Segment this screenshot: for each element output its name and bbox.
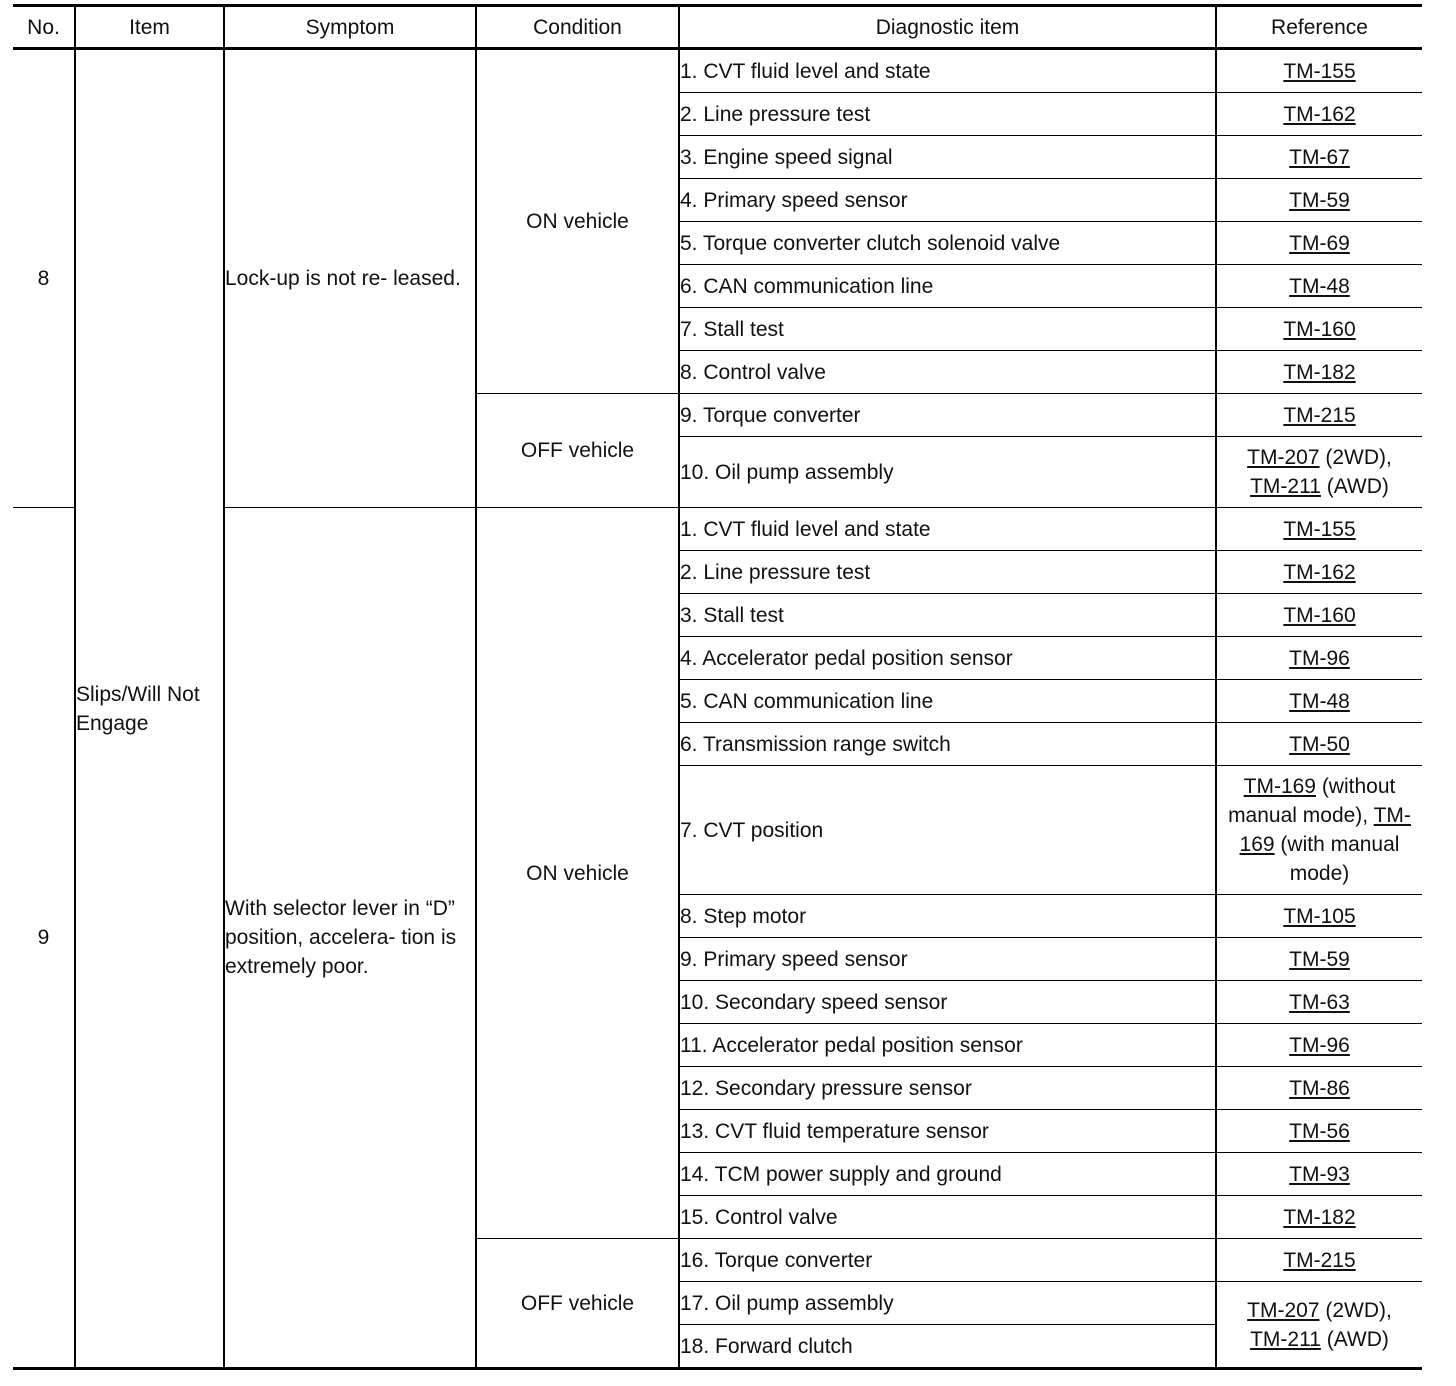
diagnostic-item: 17. Oil pump assembly [679, 1282, 1216, 1325]
diagnostic-item: 3. Engine speed signal [679, 136, 1216, 179]
reference-link[interactable]: TM-160 [1283, 603, 1356, 627]
reference-cell [1216, 723, 1422, 766]
reference-cell [1216, 179, 1422, 222]
reference-link[interactable]: TM-211 [1250, 1327, 1321, 1351]
diagnostic-item: 12. Secondary pressure sensor [679, 1067, 1216, 1110]
reference-cell [1216, 351, 1422, 394]
reference-note: (2WD), [1319, 1298, 1392, 1322]
reference-link[interactable]: TM-169 [1239, 804, 1411, 856]
reference-cell [1216, 394, 1422, 437]
reference-cell [1216, 637, 1422, 680]
reference-link[interactable]: TM-50 [1289, 732, 1350, 756]
diagnostic-item: 14. TCM power supply and ground [679, 1153, 1216, 1196]
reference-cell [1216, 1282, 1422, 1369]
diagnostic-item: 7. CVT position [679, 766, 1216, 895]
header-row [13, 6, 1422, 49]
header-symptom: Symptom [224, 6, 476, 49]
header-reference: Reference [1216, 6, 1422, 49]
reference-cell [1216, 437, 1422, 508]
reference-cell [1216, 895, 1422, 938]
reference-cell [1216, 222, 1422, 265]
diagnostic-item: 9. Primary speed sensor [679, 938, 1216, 981]
condition-on-vehicle: ON vehicle [476, 49, 679, 394]
reference-link[interactable]: TM-215 [1283, 1248, 1356, 1272]
diagnostic-item: 4. Primary speed sensor [679, 179, 1216, 222]
reference-note: (2WD), [1319, 446, 1392, 469]
diagnostic-item: 13. CVT fluid temperature sensor [679, 1110, 1216, 1153]
reference-cell [1216, 93, 1422, 136]
reference-cell [1216, 1024, 1422, 1067]
reference-link[interactable]: TM-67 [1289, 145, 1350, 169]
reference-link[interactable]: TM-162 [1283, 102, 1356, 126]
reference-link[interactable]: TM-211 [1250, 475, 1321, 498]
diagnostic-item: 1. CVT fluid level and state [679, 508, 1216, 551]
reference-note: (with manual mode) [1274, 833, 1400, 885]
reference-link[interactable]: TM-86 [1289, 1076, 1350, 1100]
symptom-cell: Lock-up is not re- leased. [224, 49, 476, 508]
diagnostic-item: 3. Stall test [679, 594, 1216, 637]
diagnostic-item: 2. Line pressure test [679, 551, 1216, 594]
reference-link[interactable]: TM-160 [1283, 317, 1356, 341]
diagnostic-item: 6. Transmission range switch [679, 723, 1216, 766]
reference-link[interactable]: TM-56 [1289, 1119, 1350, 1143]
header-item: Item [75, 6, 224, 49]
header-diagnostic-item: Diagnostic item [679, 6, 1216, 49]
reference-link[interactable]: TM-162 [1283, 560, 1356, 584]
reference-link[interactable]: TM-169 [1243, 775, 1316, 798]
table-row [13, 508, 1422, 551]
reference-cell [1216, 49, 1422, 93]
header-condition: Condition [476, 6, 679, 49]
diagnostic-item: 15. Control valve [679, 1196, 1216, 1239]
diagnostic-item: 10. Oil pump assembly [679, 437, 1216, 508]
reference-note: (without manual mode), [1228, 775, 1396, 827]
reference-cell [1216, 766, 1422, 895]
reference-link[interactable]: TM-59 [1289, 947, 1350, 971]
diagnostic-item: 5. CAN communication line [679, 680, 1216, 723]
diagnostic-item: 10. Secondary speed sensor [679, 981, 1216, 1024]
reference-cell [1216, 136, 1422, 179]
diagnostic-item: 5. Torque converter clutch solenoid valve [679, 222, 1216, 265]
diagnosis-table [13, 4, 1422, 1370]
reference-link[interactable]: TM-63 [1289, 990, 1350, 1014]
table-row [13, 49, 1422, 93]
diagnostic-item: 1. CVT fluid level and state [679, 49, 1216, 93]
row-number: 9 [13, 508, 75, 1369]
symptom-cell: With selector lever in “D” position, accelera- tion is extremely poor. [224, 508, 476, 1369]
diagnostic-item: 11. Accelerator pedal position sensor [679, 1024, 1216, 1067]
reference-note: (AWD) [1320, 1327, 1389, 1351]
item-cell: Slips/Will Not Engage [75, 49, 224, 1369]
diagnostic-item: 8. Step motor [679, 895, 1216, 938]
reference-cell [1216, 551, 1422, 594]
header-no: No. [13, 6, 75, 49]
diagnostic-item: 4. Accelerator pedal position sensor [679, 637, 1216, 680]
reference-cell [1216, 938, 1422, 981]
reference-link[interactable]: TM-48 [1289, 274, 1350, 298]
reference-cell [1216, 594, 1422, 637]
diagnostic-item: 8. Control valve [679, 351, 1216, 394]
reference-link[interactable]: TM-96 [1289, 646, 1350, 670]
reference-link[interactable]: TM-207 [1247, 1298, 1320, 1322]
reference-cell [1216, 508, 1422, 551]
reference-link[interactable]: TM-93 [1289, 1162, 1350, 1186]
reference-cell [1216, 265, 1422, 308]
reference-cell [1216, 1196, 1422, 1239]
reference-note: (AWD) [1320, 475, 1389, 498]
reference-link[interactable]: TM-96 [1289, 1033, 1350, 1057]
reference-cell [1216, 308, 1422, 351]
reference-cell [1216, 1239, 1422, 1282]
diagnostic-item: 2. Line pressure test [679, 93, 1216, 136]
reference-link[interactable]: TM-69 [1289, 231, 1350, 255]
condition-on-vehicle: ON vehicle [476, 508, 679, 1239]
row-number: 8 [37, 267, 50, 290]
reference-link[interactable]: TM-155 [1283, 59, 1356, 83]
reference-link[interactable]: TM-215 [1283, 403, 1356, 427]
reference-cell [1216, 1067, 1422, 1110]
reference-link[interactable]: TM-48 [1289, 689, 1350, 713]
reference-link[interactable]: TM-207 [1247, 446, 1320, 469]
reference-cell [1216, 981, 1422, 1024]
reference-link[interactable]: TM-182 [1283, 360, 1356, 384]
reference-cell [1216, 1110, 1422, 1153]
diagnostic-item: 16. Torque converter [679, 1239, 1216, 1282]
reference-link[interactable]: TM-105 [1283, 904, 1356, 928]
reference-link[interactable]: TM-182 [1283, 1205, 1356, 1229]
reference-cell [1216, 1153, 1422, 1196]
condition-off-vehicle: OFF vehicle [476, 1239, 679, 1369]
condition-off-vehicle: OFF vehicle [476, 394, 679, 508]
diagnostic-item: 6. CAN communication line [679, 265, 1216, 308]
reference-link[interactable]: TM-155 [1283, 517, 1356, 541]
reference-cell [1216, 680, 1422, 723]
reference-link[interactable]: TM-59 [1289, 188, 1350, 212]
diagnostic-item: 7. Stall test [679, 308, 1216, 351]
diagnostic-item: 18. Forward clutch [679, 1325, 1216, 1369]
diagnostic-item: 9. Torque converter [679, 394, 1216, 437]
